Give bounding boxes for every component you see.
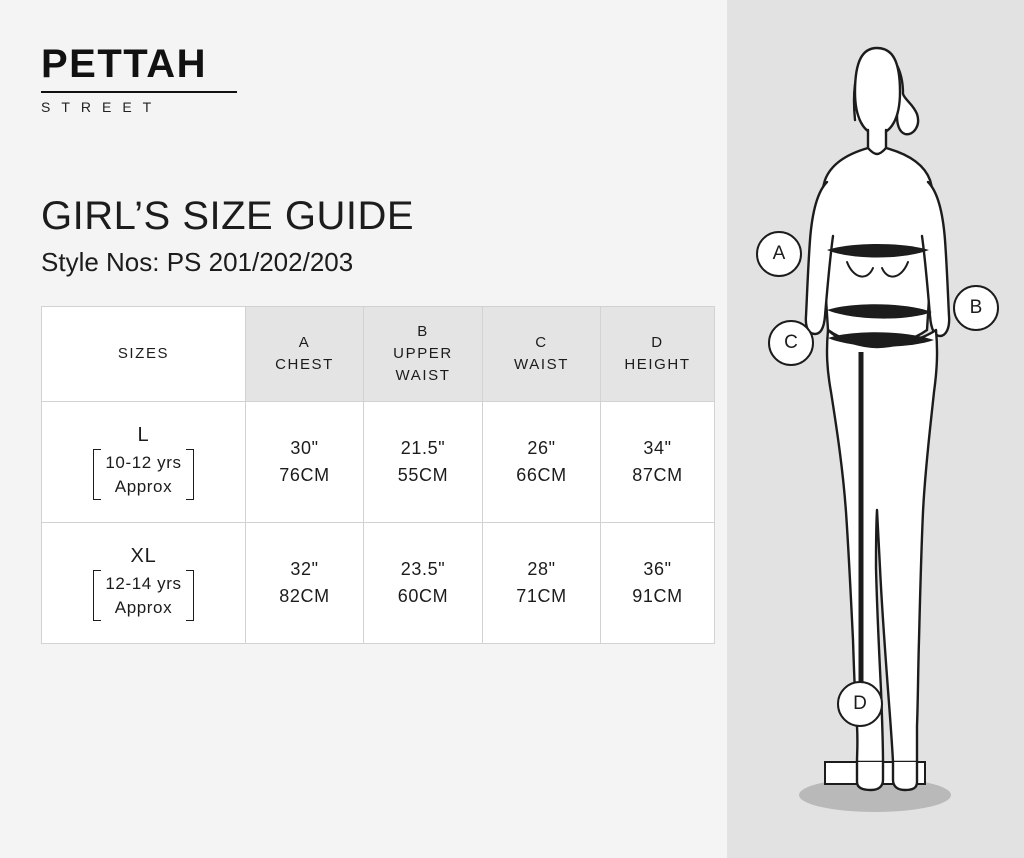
- size-name: XL: [130, 545, 157, 568]
- height-value-cell: 36" 91CM: [601, 523, 715, 644]
- style-numbers: Style Nos: PS 201/202/203: [41, 246, 354, 277]
- size-label-cell: [42, 523, 246, 644]
- column-header-height: D HEIGHT: [601, 307, 715, 402]
- marker-c: C: [768, 320, 814, 366]
- female-body-figure-illustration: [727, 0, 1024, 858]
- table-row: [42, 523, 715, 644]
- table-row: [42, 402, 715, 523]
- brand-name: PETTAH: [41, 42, 208, 86]
- size-table: [41, 306, 715, 644]
- marker-d: D: [837, 681, 883, 727]
- chest-value-cell: 30" 76CM: [246, 402, 364, 523]
- height-value-cell: 34" 87CM: [601, 402, 715, 523]
- age-range: 10-12 yrs Approx: [93, 449, 193, 500]
- brand-tagline: STREET: [41, 99, 163, 115]
- head-shape: [855, 48, 900, 134]
- column-header-waist: C WAIST: [483, 307, 601, 402]
- size-table-head: [42, 307, 715, 402]
- table-header-row: [42, 307, 715, 402]
- marker-a: A: [756, 231, 802, 277]
- marker-b: B: [953, 285, 999, 331]
- left-foot-shape: [857, 762, 883, 790]
- size-name: L: [137, 424, 150, 447]
- size-table-wrapper: [41, 306, 689, 644]
- heading-block: [41, 194, 661, 278]
- column-header-upper-waist: B UPPER WAIST: [364, 307, 483, 402]
- size-label-cell: [42, 402, 246, 523]
- waist-value-cell: 28" 71CM: [483, 523, 601, 644]
- size-table-body: [42, 402, 715, 644]
- figure-panel: [727, 0, 1024, 858]
- brand-logo: [41, 44, 301, 115]
- age-range: 12-14 yrs Approx: [93, 570, 193, 621]
- page-title: GIRL’S SIZE GUIDE: [41, 194, 415, 238]
- upper-waist-value-cell: 21.5" 55CM: [364, 402, 483, 523]
- column-header-sizes: SIZES: [42, 307, 246, 402]
- column-header-chest: A CHEST: [246, 307, 364, 402]
- waist-value-cell: 26" 66CM: [483, 402, 601, 523]
- right-foot-shape: [893, 762, 917, 790]
- chest-value-cell: 32" 82CM: [246, 523, 364, 644]
- logo-divider: [41, 91, 237, 93]
- upper-waist-value-cell: 23.5" 60CM: [364, 523, 483, 644]
